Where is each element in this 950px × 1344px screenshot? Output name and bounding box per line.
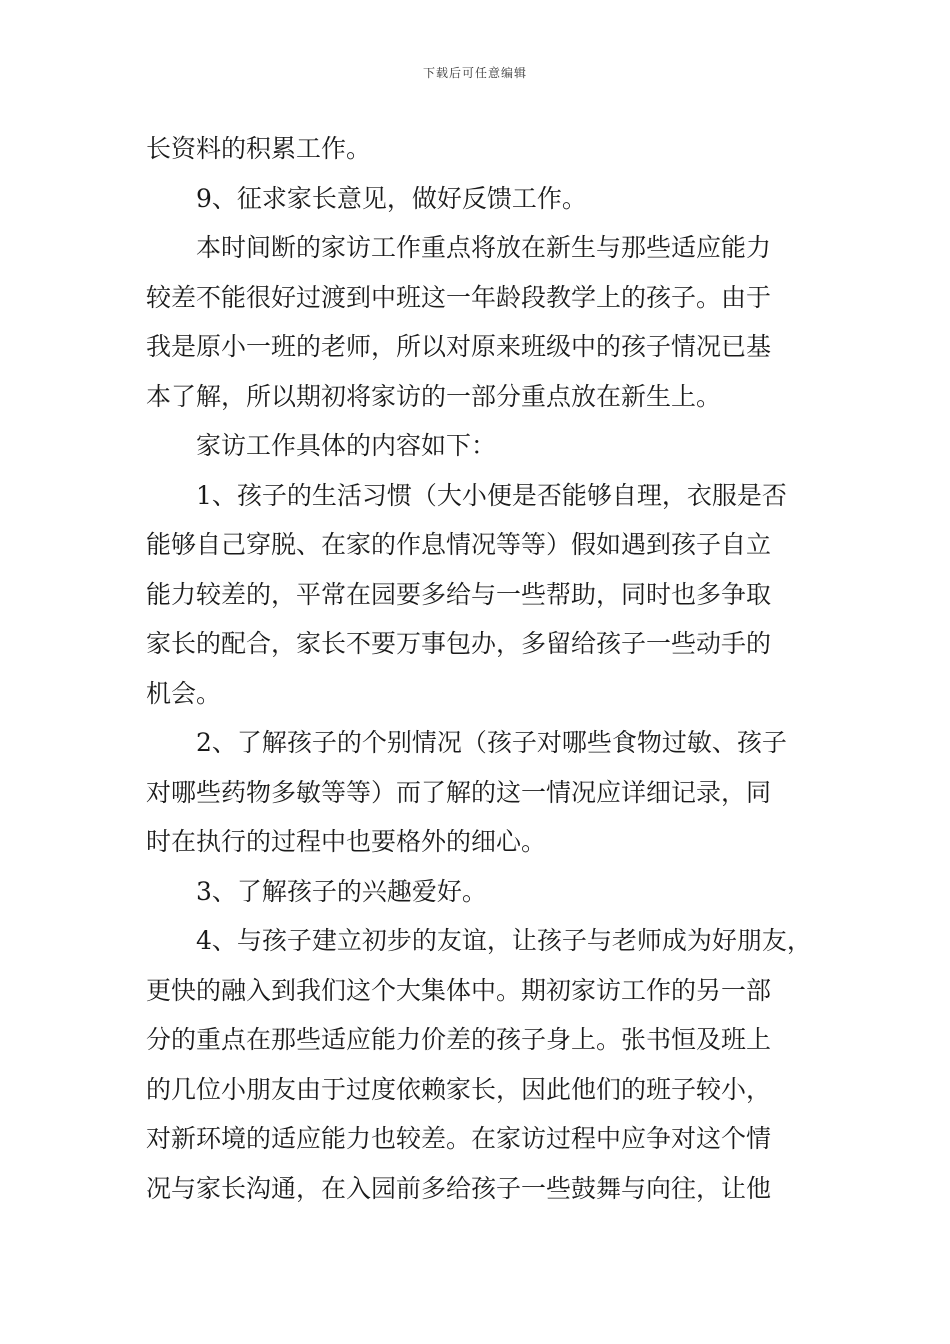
- text-line-20: 的几位小朋友由于过度依赖家长，因此他们的班子较小，: [146, 1074, 772, 1104]
- text-line-5: 我是原小一班的老师，所以对原来班级中的孩子情况已基: [146, 332, 772, 361]
- text-line-2: 9、征求家长意见，做好反馈工作。: [196, 183, 587, 213]
- text-line-21: 对新环境的适应能力也较差。在家访过程中应争对这个情: [146, 1124, 772, 1153]
- document-body: [146, 124, 814, 1213]
- text-line-4: 较差不能很好过渡到中班这一年龄段教学上的孩子。由于: [146, 282, 772, 312]
- text-line-19: 分的重点在那些适应能力价差的孩子身上。张书恒及班上: [146, 1025, 772, 1054]
- text-line-18: 更快的融入到我们这个大集体中。期初家访工作的另一部: [146, 975, 772, 1005]
- page-header: 下载后可任意编辑: [422, 66, 527, 80]
- text-line-16: 3、了解孩子的兴趣爱好。: [196, 876, 487, 906]
- text-line-10: 能力较差的，平常在园要多给与一些帮助，同时也多争取: [146, 579, 772, 609]
- text-line-15: 时在执行的过程中也要格外的细心。: [146, 827, 547, 856]
- text-line-13: 2、了解孩子的个别情况（孩子对哪些食物过敏、孩子: [196, 728, 787, 757]
- text-line-12: 机会。: [146, 678, 222, 708]
- text-line-17: 4、与孩子建立初步的友谊，让孩子与老师成为好朋友，: [196, 926, 812, 955]
- text-line-14: 对哪些药物多敏等等）而了解的这一情况应详细记录，同: [146, 777, 772, 807]
- text-line-9: 能够自己穿脱、在家的作息情况等等）假如遇到孩子自立: [146, 530, 772, 559]
- text-line-22: 况与家长沟通，在入园前多给孩子一些鼓舞与向往，让他: [146, 1173, 772, 1203]
- text-line-3: 本时间断的家访工作重点将放在新生与那些适应能力: [196, 233, 772, 262]
- text-line-11: 家长的配合，家长不要万事包办，多留给孩子一些动手的: [146, 629, 772, 658]
- text-line-7: 家访工作具体的内容如下：: [196, 431, 497, 460]
- text-line-1: 长资料的积累工作。: [146, 134, 372, 163]
- text-line-8: 1、孩子的生活习惯（大小便是否能够自理，衣服是否: [196, 480, 787, 510]
- text-line-6: 本了解，所以期初将家访的一部分重点放在新生上。: [146, 381, 722, 411]
